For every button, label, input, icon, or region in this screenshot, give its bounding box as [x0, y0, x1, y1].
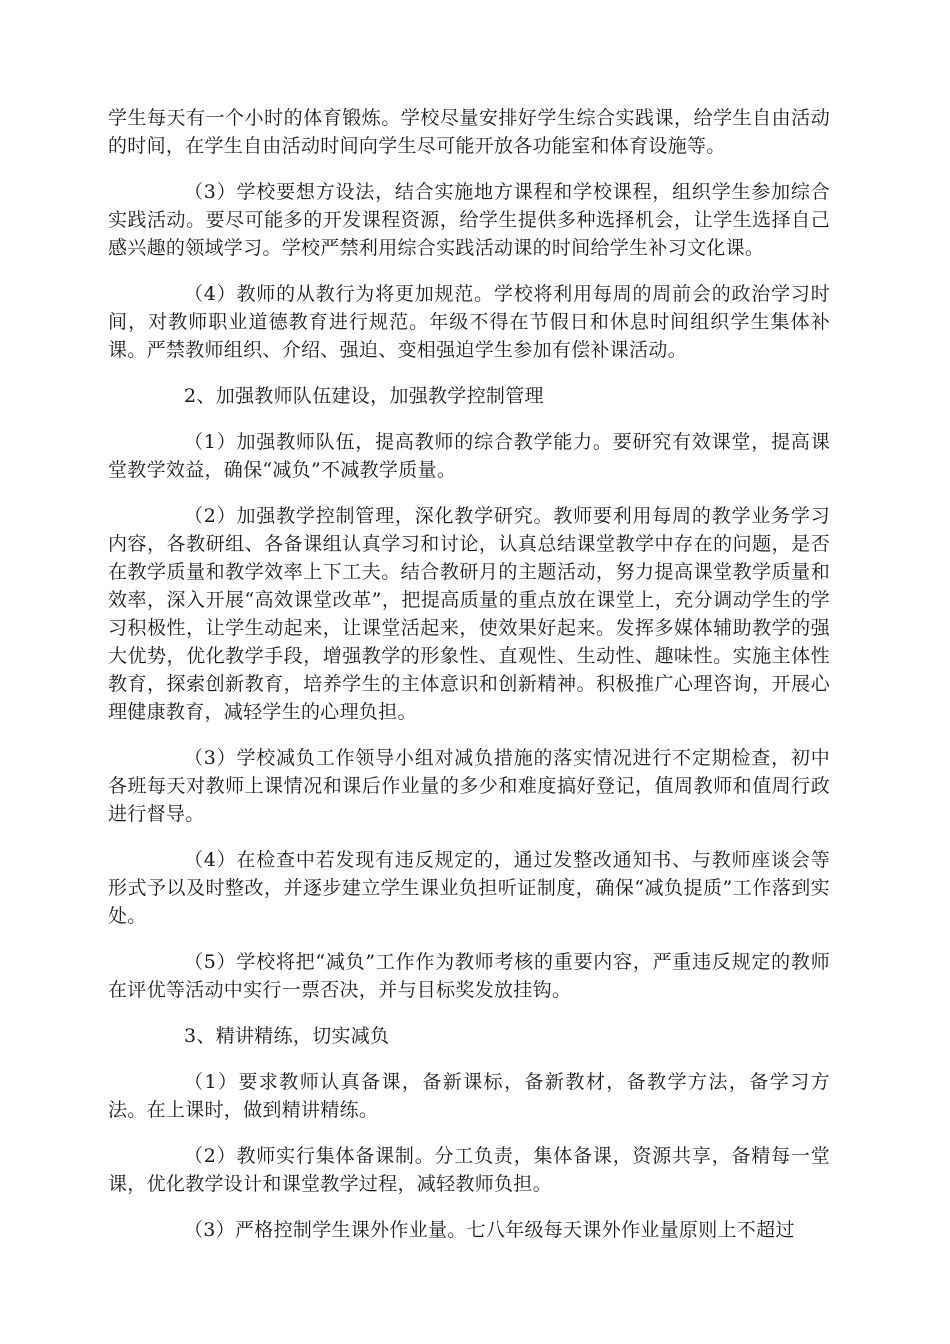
paragraph-item-2: （2）加强教学控制管理，深化教学研究。教师要利用每周的教学业务学习内容，各教研组、各备课组认真学习和讨论，认真总结课堂教学中存在的问题，是否在教学质量和教学效率上下工夫。结合教研月的主题活动，努力提高课堂教学质量和效率，深入开展“高效课堂改革”，把提高质量的重点放在课堂上，充分调动学生的学习积极性，让学生动起来，让课堂活起来，使效果好起来。发挥多媒体辅助教学的强大优势，优化教学手段，增强教学的形象性、直观性、生动性、趣味性。实施主体性教育，探索创新教育，培养学生的主体意识和创新精神。积极推广心理咨询，开展心理健康教育，减轻学生的心理负担。: [108, 505, 830, 723]
paragraph-item-3c: （3）严格控制学生课外作业量。七八年级每天课外作业量原则上不超过: [184, 1219, 795, 1241]
document-page: [108, 104, 830, 1262]
paragraph-item-4: （4）教师的从教行为将更加规范。学校将利用每周的周前会的政治学习时间，对教师职业道德教育进行规范。年级不得在节假日和休息时间组织学生集体补课。严禁教师组织、介绍、强迫、变相强迫学生参加有偿补课活动。: [108, 283, 830, 361]
paragraph-item-1: （1）加强教师队伍，提高教师的综合教学能力。要研究有效课堂，提高课堂教学效益，确保“减负”不减教学质量。: [108, 431, 830, 481]
paragraph-item-4b: （4）在检查中若发现有违反规定的，通过发整改通知书、与教师座谈会等形式予以及时整改，并逐步建立学生课业负担听证制度，确保“减负提质”工作落到实处。: [108, 849, 830, 927]
section-heading-3: 3、精讲精练，切实减负: [184, 1025, 390, 1047]
paragraph-item-5: （5）学校将把“减负”工作作为教师考核的重要内容，严重违反规定的教师在评优等活动中实行一票否决，并与目标奖发放挂钩。: [108, 951, 830, 1001]
paragraph-item-2c: （2）教师实行集体备课制。分工负责，集体备课，资源共享，备精每一堂课，优化教学设计和课堂教学过程，减轻教师负担。: [108, 1145, 830, 1195]
paragraph-item-3b: （3）学校减负工作领导小组对减负措施的落实情况进行不定期检查，初中各班每天对教师上课情况和课后作业量的多少和难度搞好登记，值周教师和值周行政进行督导。: [108, 747, 830, 825]
paragraph-item-1c: （1）要求教师认真备课，备新课标，备新教材，备教学方法，备学习方法。在上课时，做到精讲精练。: [108, 1071, 830, 1121]
paragraph-item-3: （3）学校要想方设法，结合实施地方课程和学校课程，组织学生参加综合实践活动。要尽可能多的开发课程资源，给学生提供多种选择机会，让学生选择自己感兴趣的领域学习。学校严禁利用综合实践活动课的时间给学生补习文化课。: [108, 181, 830, 259]
paragraph-continuation: 学生每天有一个小时的体育锻炼。学校尽量安排好学生综合实践课，给学生自由活动的时间，在学生自由活动时间向学生尽可能开放各功能室和体育设施等。: [108, 107, 830, 157]
section-heading-2: 2、加强教师队伍建设，加强教学控制管理: [184, 385, 544, 407]
